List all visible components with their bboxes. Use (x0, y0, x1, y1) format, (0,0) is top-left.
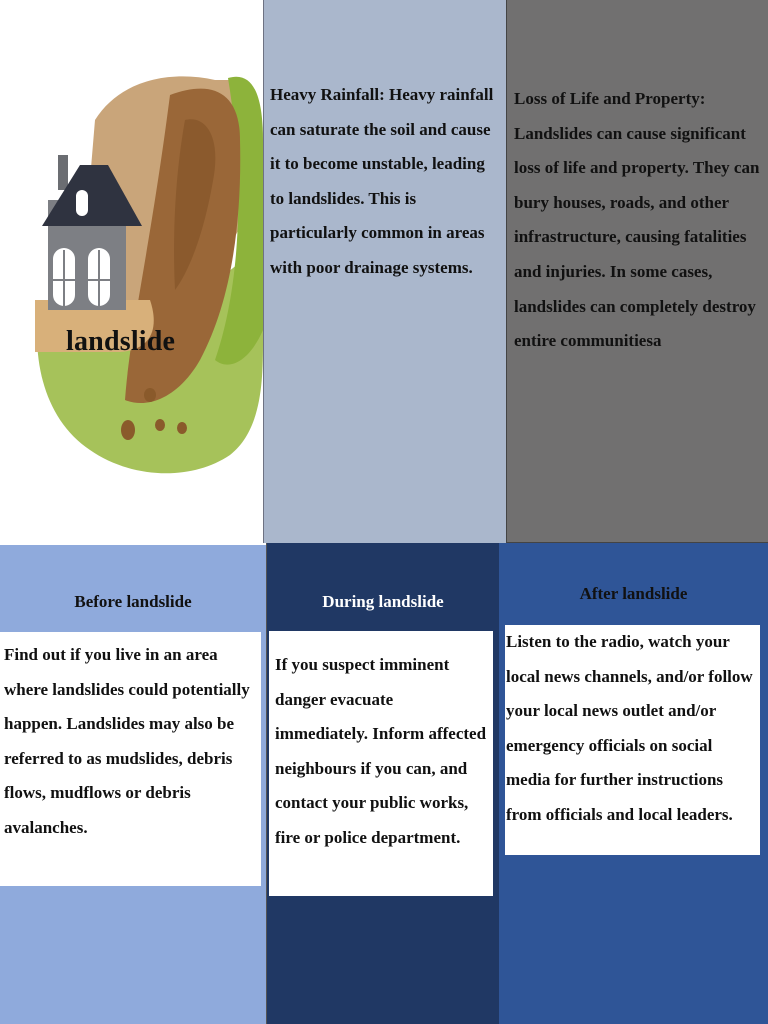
during-landslide-column (266, 543, 499, 1024)
during-landslide-heading: During landslide (322, 592, 444, 611)
before-landslide-text: Find out if you live in an area where landslides could potentially happen. Landslides may also be referred to as mudslides, debris flows, mudflows or debris avalanches. (0, 632, 261, 886)
during-landslide-text: If you suspect imminent danger evacuate immediately. Inform affected neighbours if you can, and contact your public works, fire or police department. (269, 631, 493, 896)
heavy-rainfall-text: Heavy Rainfall: Heavy rainfall can saturate the soil and cause it to become unstable, leading to landslides. This is particularly common in areas with poor drainage systems. (270, 85, 494, 277)
illustration-label: landslide (66, 326, 176, 357)
loss-of-life-text: Loss of Life and Property: Landslides can cause significant loss of life and property. They can bury houses, roads, and other infrastructure, causing fatalities and injuries. In some cases, landslides can completely destroy entire communitiesa (514, 89, 760, 351)
landslide-illustration-panel (0, 0, 263, 543)
landslide-illustration (0, 0, 263, 543)
loss-of-life-panel (506, 0, 768, 543)
after-landslide-text: Listen to the radio, watch your local news channels, and/or follow your local news outlet and/or emergency officials on social media for further instructions from officials and local leaders. (505, 625, 760, 855)
before-landslide-heading: Before landslide (74, 592, 192, 611)
after-landslide-heading: After landslide (579, 584, 688, 603)
before-landslide-column (0, 545, 266, 1024)
after-landslide-column (499, 543, 768, 1024)
heavy-rainfall-panel (263, 0, 506, 543)
